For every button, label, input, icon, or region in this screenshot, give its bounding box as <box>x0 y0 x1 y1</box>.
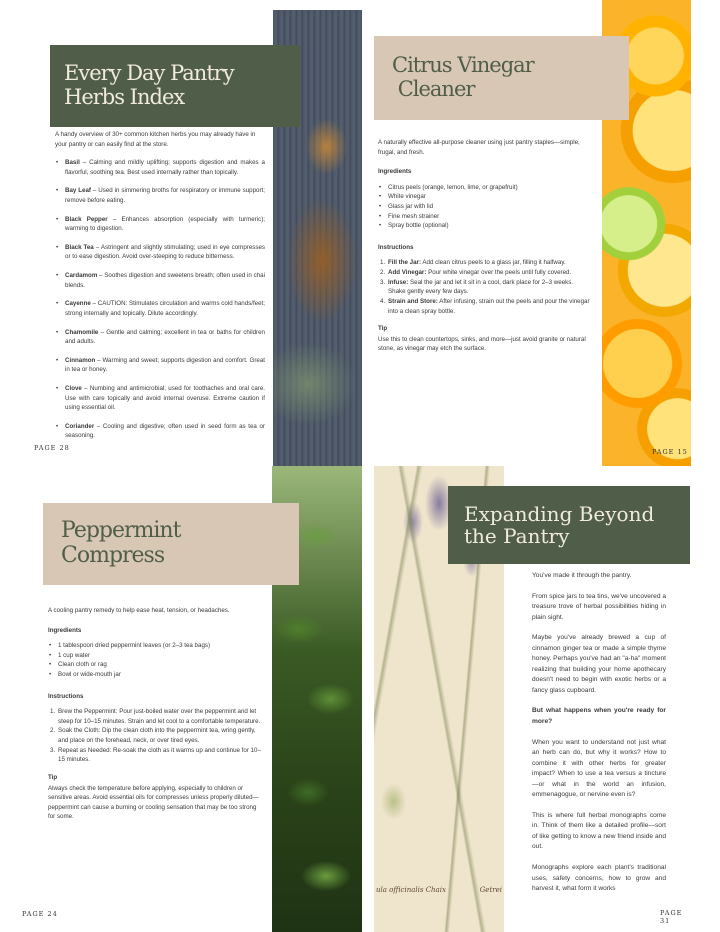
step-text: Seal the jar and let it sit in a cool, dark place for 2–3 weeks. Shake gently every few days. <box>388 278 574 296</box>
step-text: Brew the Peppermint: Pour just-boiled water over the peppermint and let steep for 10–15 minutes. Strain and let cool to a comfortable temperature. <box>58 708 261 725</box>
ingredient-item: • Spray bottle (optional) <box>378 221 592 231</box>
instructions-heading: Instructions <box>48 692 84 700</box>
herb-description: – Used in simmering broths for respiratory or immune support; remove before eating. <box>65 187 265 205</box>
expand-title-box <box>448 486 690 564</box>
herb-name: Black Tea <box>65 243 94 251</box>
paragraph: But what happens when you're ready for more? <box>532 707 666 726</box>
ingredients-heading: Ingredients <box>378 168 412 176</box>
herb-description: – Warming and sweet; supports digestion and comfort. Great in tea or honey. <box>65 356 265 374</box>
tip-text: Always check the temperature before applying, especially to children or sensitive areas. Avoid essential oils for compresses unless properly diluted—peppermint can cause a burning or cooling sensation that may be too strong for some. <box>48 784 259 821</box>
herb-description: – Calming and mildly uplifting; supports digestion and makes a flavorful, soothing tea. Best used internally rather than topically. <box>65 159 265 176</box>
ingredient-item: • Clean cloth or rag <box>48 660 262 670</box>
herb-item <box>55 328 265 347</box>
herb-item <box>55 186 265 205</box>
page-number: PAGE 15 <box>652 448 688 456</box>
step-number: 1. <box>50 708 56 716</box>
herb-description: – Numbing and antimicrobial; used for toothaches and oral care. Use with care topically and avoid internal overuse. Extreme caution if using essential oil. <box>65 384 265 412</box>
herb-description: – Astringent and slightly stimulating; used in eye compresses or to ease digestion. Avoid over-steeping to reduce bitterness. <box>65 243 266 261</box>
herb-item <box>55 384 265 413</box>
step-number: 3. <box>50 746 56 754</box>
herb-name: Clove <box>65 384 82 392</box>
paragraph: Monographs explore each plant's traditional uses, safety concerns, how to grow and harvest it, what form it works <box>532 864 666 893</box>
instructions-heading: Instructions <box>378 243 414 251</box>
step-number: 2. <box>50 727 56 735</box>
ingredient-item: • 1 cup water <box>48 651 262 661</box>
ingredient-item: • White vinegar <box>378 192 592 202</box>
herb-list <box>55 158 265 441</box>
herb-description: – Gentle and calming; excellent in tea or baths for children and adults. <box>65 328 265 346</box>
herb-name: Basil <box>65 159 80 167</box>
instruction-step <box>378 268 592 278</box>
herb-name: Black Pepper <box>65 215 108 223</box>
instruction-step <box>378 278 592 297</box>
herb-item <box>55 271 265 290</box>
instructions-list <box>48 707 262 765</box>
page-number: PAGE 31 <box>660 909 683 925</box>
herb-item <box>55 422 265 441</box>
herbs-body <box>55 130 265 450</box>
herb-description: – Enhances absorption (especially with turmeric); warming to digestion. <box>65 215 265 233</box>
herb-item <box>55 243 265 262</box>
herb-name: Cayenne <box>65 300 91 308</box>
step-title: Add Vinegar: <box>388 269 427 277</box>
page-number: PAGE 24 <box>22 910 58 918</box>
paragraph: When you want to understand not just what an herb can do, but why it works? How to combine it with other herbs for greater impact? When to use a tea versus a tincture—or what in the world an infusion, emmenagogue, or nervine even is? <box>532 738 666 799</box>
ingredients-list <box>48 641 262 679</box>
step-text: Pour white vinegar over the peels until fully covered. <box>426 269 572 277</box>
instruction-step <box>48 726 262 745</box>
herbs-page-title: Every Day Pantry Herbs Index <box>64 61 234 109</box>
step-text: After infusing, strain out the peels and pour the vinegar into a clean spray bottle. <box>388 297 590 315</box>
ingredient-item: • Citrus peels (orange, lemon, lime, or grapefruit) <box>378 183 592 193</box>
instruction-step <box>48 746 262 765</box>
paragraph: You've made it through the pantry. <box>532 572 632 579</box>
herb-description: – CAUTION: Stimulates circulation and warms cold hands/feet; strong internally and topically. Dilute accordingly. <box>65 300 265 317</box>
ingredient-item: • Fine mesh strainer <box>378 212 592 222</box>
mint-page-title: Peppermint Compress <box>61 518 181 568</box>
ingredients-heading: Ingredients <box>48 626 82 634</box>
ingredient-item: • Bowl or wide-mouth jar <box>48 670 262 680</box>
peppermint-compress-page <box>18 466 362 932</box>
instruction-step <box>378 297 592 316</box>
step-text: Repeat as Needed: Re-soak the cloth as it warms up and continue for 10–15 minutes. <box>58 746 261 764</box>
citrus-title-box <box>374 36 629 120</box>
step-title: Fill the Jar: <box>388 259 422 267</box>
instruction-step <box>378 258 592 268</box>
mint-intro: A cooling pantry remedy to help ease heat, tension, or headaches. <box>48 607 230 614</box>
tip-heading: Tip <box>48 773 58 781</box>
ingredient-item: • Glass jar with lid <box>378 202 592 212</box>
herb-item <box>55 215 265 234</box>
herb-item <box>55 158 265 177</box>
step-text: Soak the Cloth: Dip the clean cloth into the peppermint tea, wring gently, and place on the forehead, neck, or over tired eyes. <box>58 727 256 745</box>
paragraph: This is where full herbal monographs come in. Think of them like a detailed profile—sort of like getting to know a new friend inside and out. <box>532 811 666 851</box>
herb-item <box>55 299 265 318</box>
step-number: 2. <box>380 269 386 277</box>
herbs-title-box <box>50 45 300 127</box>
citrus-intro: A naturally effective all-purpose cleaner using just pantry staples—simple, frugal, and fresh. <box>378 139 580 156</box>
paragraph: Maybe you've already brewed a cup of cinnamon ginger tea or made a simple thyme honey. Perhaps you've had an "a-ha" moment realizing that building your home apothecary doesn't need to begin with exotic herbs or a fancy glass cupboard. <box>532 634 666 694</box>
page-number: PAGE 28 <box>34 444 70 452</box>
expand-body <box>532 571 666 905</box>
herb-name: Bay Leaf <box>65 187 91 195</box>
mint-title-box <box>43 503 299 585</box>
citrus-page-title: Citrus Vinegar Cleaner <box>392 53 534 101</box>
step-title: Infuse: <box>388 278 409 286</box>
instruction-step <box>48 707 262 726</box>
citrus-body <box>378 138 592 363</box>
mint-body <box>48 606 262 831</box>
herb-name: Coriander <box>65 422 95 430</box>
tip-heading: Tip <box>378 325 388 333</box>
ingredient-item: • 1 tablespoon dried peppermint leaves (or 2–3 tea bags) <box>48 641 262 651</box>
step-text: Add clean citrus peels to a glass jar, filling it halfway. <box>421 259 566 267</box>
ingredients-list <box>378 183 592 231</box>
step-title: Strain and Store: <box>388 297 438 305</box>
citrus-cleaner-page <box>371 0 691 466</box>
expanding-page <box>371 466 691 932</box>
step-number: 4. <box>380 297 386 305</box>
step-number: 3. <box>380 278 386 286</box>
herb-name: Cardamom <box>65 272 98 280</box>
herbs-index-page <box>30 10 362 466</box>
plate-caption: ula officinalis Chaix Getrei <box>376 886 502 894</box>
paragraph: From spice jars to tea tins, we've uncovered a treasure trove of herbal possibilities hiding in plain sight. <box>532 592 666 621</box>
herb-name: Chamomile <box>65 328 99 336</box>
herb-item <box>55 356 265 375</box>
herb-description: – Cooling and digestive; often used in seed form as tea or seasoning. <box>65 422 265 440</box>
herb-name: Cinnamon <box>65 356 96 364</box>
herb-description: – Soothes digestion and sweetens breath; often used in chai blends. <box>65 272 265 289</box>
instructions-list <box>378 258 592 316</box>
tip-text: Use this to clean countertops, sinks, and more—just avoid granite or natural stone, as vinegar may etch the surface. <box>378 335 586 353</box>
expand-page-title: Expanding Beyond the Pantry <box>464 501 655 548</box>
herbs-intro: A handy overview of 30+ common kitchen herbs you may already have in your pantry or can easily find at the store. <box>55 131 256 148</box>
step-number: 1. <box>380 259 386 267</box>
